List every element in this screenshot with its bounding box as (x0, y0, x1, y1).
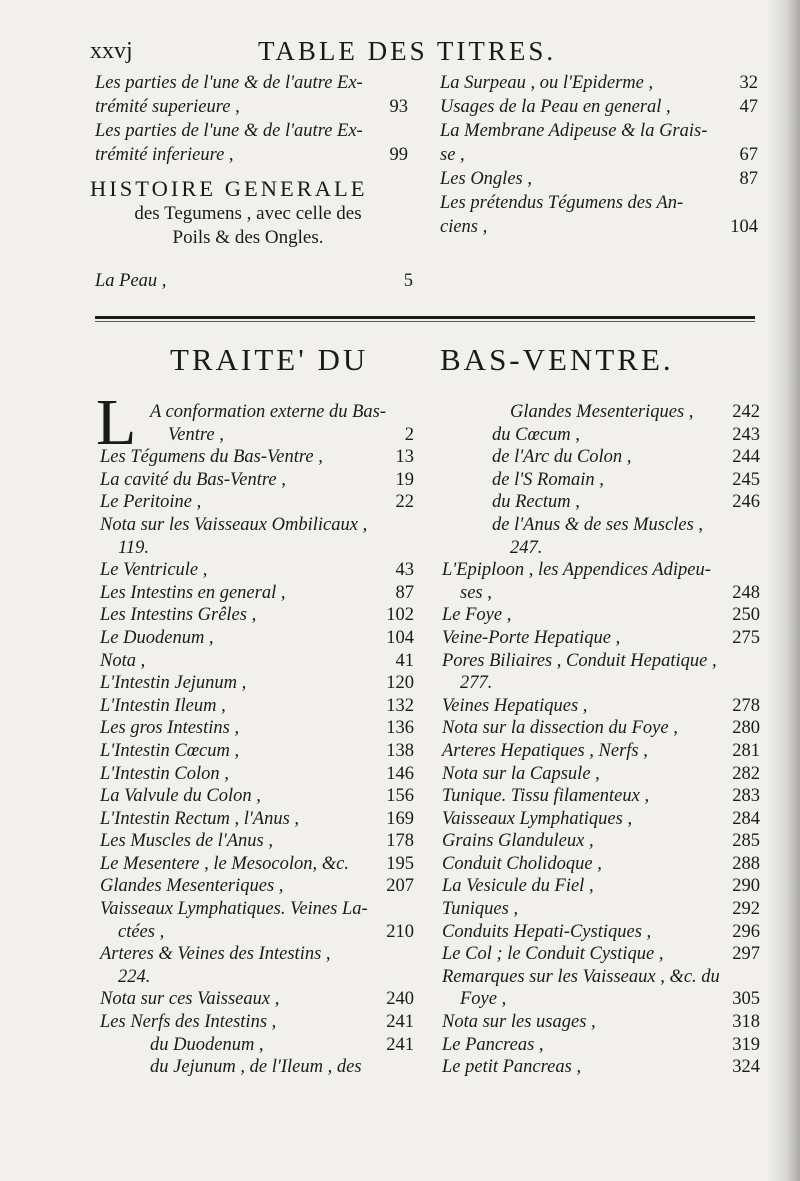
main-title-left: TRAITE' DU (170, 342, 369, 377)
entry-label: La Vesicule du Fiel , (442, 876, 594, 897)
entry-page: 47 (739, 97, 758, 117)
entry-label: Les gros Intestins , (100, 718, 240, 739)
section-subtitle-line-2: Poils & des Ongles. (172, 227, 324, 248)
entry-page: 138 (386, 740, 414, 761)
entry-page: 32 (739, 73, 758, 93)
top-right-entries (440, 71, 758, 239)
entry-label: Pores Biliaires , Conduit Hepatique , (442, 650, 717, 671)
entry-page: 120 (386, 673, 414, 694)
entry-label: Les prétendus Tégumens des An- (440, 193, 684, 213)
toc-entry (440, 71, 758, 95)
entry-page: 241 (386, 1012, 414, 1033)
top-left-entries (95, 71, 408, 167)
entry-page: 169 (386, 808, 414, 829)
toc-entry (100, 785, 414, 808)
entry-page: 282 (732, 763, 760, 784)
toc-entry (100, 559, 414, 582)
entry-label: Le Ventricule , (100, 560, 208, 581)
toc-entry (442, 650, 760, 673)
entry-page: 132 (386, 695, 414, 716)
toc-entry (95, 119, 408, 143)
entry-label: Les parties de l'une & de l'autre Ex- (95, 73, 363, 93)
toc-entry (100, 717, 414, 740)
entry-page: 5 (403, 271, 413, 291)
toc-entry (100, 491, 414, 514)
entry-label: A conformation externe du Bas- (150, 402, 387, 422)
toc-entry (100, 898, 414, 921)
entry-page: 67 (739, 145, 758, 165)
entry-label: Vaisseaux Lymphatiques. Veines La- (100, 899, 368, 920)
toc-entry (440, 167, 758, 191)
toc-entry (442, 446, 760, 469)
entry-label: ctées , (118, 921, 165, 942)
entry-label: Foye , (460, 989, 507, 1010)
entry-label: Les Intestins Grêles , (100, 605, 257, 626)
entry-label: Usages de la Peau en general , (440, 97, 671, 117)
toc-entry (100, 401, 414, 424)
entry-label: L'Intestin Cœcum , (100, 740, 240, 761)
entry-page: 278 (732, 695, 760, 716)
toc-entry (95, 95, 408, 119)
toc-entry (442, 808, 760, 831)
entry-label: La Membrane Adipeuse & la Grais- (440, 121, 708, 141)
drop-cap-letter: L (96, 386, 137, 459)
entry-page: 280 (732, 718, 760, 739)
toc-entry (100, 582, 414, 605)
entry-label: Le Pancreas , (442, 1034, 544, 1055)
entry-label: Vaisseaux Lymphatiques , (442, 808, 633, 829)
entry-page: 242 (732, 402, 760, 422)
entry-label: La Valvule du Colon , (100, 786, 261, 807)
entry-page: 102 (386, 605, 414, 626)
entry-label: de l'Anus & de ses Muscles , (492, 514, 704, 535)
entry-page: 305 (732, 989, 760, 1010)
entry-label: L'Intestin Jejunum , (100, 673, 247, 694)
entry-label: Ventre , (168, 424, 224, 445)
toc-entry (95, 143, 408, 167)
toc-entry (95, 71, 408, 95)
entry-label: Les Ongles , (440, 169, 532, 189)
running-title: TABLE DES TITRES. (258, 36, 557, 66)
toc-entry (442, 604, 760, 627)
toc-entry (100, 740, 414, 763)
entry-label: Conduits Hepati-Cystiques , (442, 921, 652, 942)
toc-entry (100, 853, 414, 876)
entry-label: Tuniques , (442, 899, 519, 920)
entry-page: 99 (389, 145, 408, 165)
entry-page: 210 (386, 921, 414, 942)
entry-label: trémité superieure , (95, 97, 240, 117)
entry-page: 318 (732, 1012, 760, 1033)
entry-label: Remarques sur les Vaisseaux , &c. du (442, 966, 720, 987)
toc-entry (442, 943, 760, 966)
toc-entry (442, 627, 760, 650)
entry-label: La cavité du Bas-Ventre , (100, 469, 286, 490)
entry-page: 41 (395, 650, 414, 671)
toc-entry (100, 446, 414, 469)
entry-label: du Duodenum , (150, 1034, 264, 1055)
entry-label: L'Intestin Ileum , (100, 695, 226, 716)
toc-entry (100, 672, 414, 695)
toc-entry (442, 424, 760, 447)
entry-page: 244 (732, 447, 760, 468)
toc-entry (100, 966, 414, 989)
toc-entry (100, 921, 414, 944)
entry-label: Le petit Pancreas , (442, 1057, 582, 1078)
entry-label: Glandes Mesenteriques , (100, 876, 284, 897)
toc-entry (100, 537, 414, 560)
entry-page: 19 (395, 469, 414, 490)
entry-label: L'Intestin Colon , (100, 763, 229, 784)
entry-page: 285 (732, 831, 760, 852)
entry-page: 248 (732, 582, 760, 603)
entry-label: La Surpeau , ou l'Epiderme , (440, 73, 654, 93)
entry-label: 224. (118, 966, 151, 987)
entry-label: Nota sur les Vaisseaux Ombilicaux , (100, 514, 368, 535)
toc-entry (100, 650, 414, 673)
entry-label: Nota sur ces Vaisseaux , (100, 989, 280, 1010)
entry-label: Glandes Mesenteriques , (510, 402, 694, 422)
section-title: HISTOIRE GENERALE (90, 176, 368, 201)
running-header (90, 36, 750, 70)
entry-label: Nota sur la dissection du Foye , (442, 718, 678, 739)
toc-entry (442, 1011, 760, 1034)
entry-page: 250 (732, 605, 760, 626)
entry-label: Le Peritoine , (100, 492, 202, 513)
toc-entry (442, 853, 760, 876)
entry-label: Tunique. Tissu filamenteux , (442, 786, 650, 807)
entry-label: L'Intestin Rectum , l'Anus , (100, 808, 300, 829)
entry-label: du Rectum , (492, 492, 580, 513)
entry-label: trémité inferieure , (95, 145, 234, 165)
entry-label: Veines Hepatiques , (442, 695, 588, 716)
entry-page: 281 (732, 740, 760, 761)
entry-label: 277. (460, 673, 493, 694)
entry-page: 240 (386, 989, 414, 1010)
entry-label: de l'Arc du Colon , (492, 447, 632, 468)
toc-entry (442, 401, 760, 424)
entry-label: Arteres & Veines des Intestins , (100, 944, 331, 965)
entry-label: Nota sur les usages , (442, 1012, 596, 1033)
toc-entry (442, 1034, 760, 1057)
entry-label: Les Tégumens du Bas-Ventre , (100, 447, 323, 468)
entry-page: 283 (732, 786, 760, 807)
entry-label: Grains Glanduleux , (442, 831, 594, 852)
entry-page: 22 (395, 492, 414, 513)
toc-entry (442, 695, 760, 718)
toc-entry (442, 582, 760, 605)
entry-page: 246 (732, 492, 760, 513)
toc-entry (100, 763, 414, 786)
toc-entry (442, 921, 760, 944)
entry-page: 297 (732, 944, 760, 965)
toc-entry (100, 604, 414, 627)
toc-entry (100, 830, 414, 853)
entry-label: Le Duodenum , (100, 627, 214, 648)
toc-entry (100, 627, 414, 650)
toc-entry (100, 1011, 414, 1034)
section-divider-rule (95, 316, 755, 319)
toc-entry (440, 191, 758, 215)
entry-page: 13 (395, 447, 414, 468)
toc-entry (442, 491, 760, 514)
toc-entry (442, 559, 760, 582)
entry-page: 104 (386, 627, 414, 648)
entry-label: Les Nerfs des Intestins , (100, 1012, 277, 1033)
toc-entry (442, 966, 760, 989)
toc-entry (100, 695, 414, 718)
entry-page: 2 (404, 424, 414, 445)
toc-entry (442, 514, 760, 537)
toc-entry (440, 215, 758, 239)
entry-label: Les Intestins en general , (100, 582, 286, 603)
entry-page: 104 (730, 217, 758, 237)
entry-page: 290 (732, 876, 760, 897)
entry-label: La Peau , (95, 271, 167, 291)
toc-entry (442, 875, 760, 898)
toc-entry (442, 537, 760, 560)
toc-entry (442, 898, 760, 921)
entry-label: se , (440, 145, 465, 165)
toc-entry (442, 469, 760, 492)
entry-label: Nota sur la Capsule , (442, 763, 600, 784)
left-index-column (100, 401, 414, 1079)
toc-entry (442, 1056, 760, 1079)
right-index-column (442, 401, 760, 1079)
entry-label: Conduit Cholidoque , (442, 853, 602, 874)
entry-label: Le Mesentere , le Mesocolon, &c. (100, 853, 349, 874)
entry-label: ciens , (440, 217, 488, 237)
entry-page: 93 (389, 97, 408, 117)
toc-entry (100, 1056, 414, 1079)
entry-page: 156 (386, 786, 414, 807)
toc-entry (442, 785, 760, 808)
toc-entry (440, 119, 758, 143)
entry-page: 288 (732, 853, 760, 874)
toc-entry (100, 424, 414, 447)
entry-page: 207 (386, 876, 414, 897)
toc-entry (442, 717, 760, 740)
entry-page: 87 (395, 582, 414, 603)
toc-entry (100, 808, 414, 831)
page-gutter-shadow (766, 0, 800, 1181)
entry-page: 296 (732, 921, 760, 942)
toc-entry (100, 943, 414, 966)
entry-page: 136 (386, 718, 414, 739)
entry-page: 275 (732, 627, 760, 648)
toc-entry (440, 95, 758, 119)
entry-page: 178 (386, 831, 414, 852)
toc-entry (100, 875, 414, 898)
toc-entry (440, 143, 758, 167)
entry-page: 43 (395, 560, 414, 581)
entry-page: 324 (732, 1057, 760, 1078)
entry-label: ses , (460, 582, 492, 603)
entry-label: de l'S Romain , (492, 469, 604, 490)
toc-entry (442, 672, 760, 695)
entry-label: 247. (510, 537, 543, 558)
page-folio: xxvj (90, 38, 133, 64)
entry-page: 146 (386, 763, 414, 784)
main-title-right: BAS-VENTRE. (440, 342, 674, 377)
histoire-section-heading (90, 176, 420, 250)
entry-page: 241 (386, 1034, 414, 1055)
toc-entry (442, 763, 760, 786)
entry-page: 284 (732, 808, 760, 829)
toc-entry (100, 1034, 414, 1057)
entry-label: Les Muscles de l'Anus , (100, 831, 274, 852)
entry-page: 243 (732, 424, 760, 445)
entry-label: L'Epiploon , les Appendices Adipeu- (442, 560, 711, 581)
entry-label: du Jejunum , de l'Ileum , des (150, 1057, 362, 1078)
entry-label: du Cœcum , (492, 424, 580, 445)
toc-entry (442, 830, 760, 853)
entry-label: 119. (118, 537, 150, 558)
entry-page: 245 (732, 469, 760, 490)
entry-page: 87 (739, 169, 758, 189)
entry-page: 319 (732, 1034, 760, 1055)
toc-entry (442, 988, 760, 1011)
section-divider-rule-thin (95, 321, 755, 322)
entry-label: Veine-Porte Hepatique , (442, 627, 621, 648)
toc-entry (100, 988, 414, 1011)
toc-entry (100, 469, 414, 492)
entry-page: 195 (386, 853, 414, 874)
entry-label: Le Col ; le Conduit Cystique , (442, 944, 664, 965)
entry-page: 292 (732, 899, 760, 920)
toc-entry (442, 740, 760, 763)
entry-label: Arteres Hepatiques , Nerfs , (442, 740, 648, 761)
entry-label: Nota , (100, 650, 146, 671)
entry-label: Le Foye , (442, 605, 512, 626)
toc-entry (100, 514, 414, 537)
entry-label: Les parties de l'une & de l'autre Ex- (95, 121, 363, 141)
section-subtitle-line-1: des Tegumens , avec celle des (134, 203, 362, 224)
